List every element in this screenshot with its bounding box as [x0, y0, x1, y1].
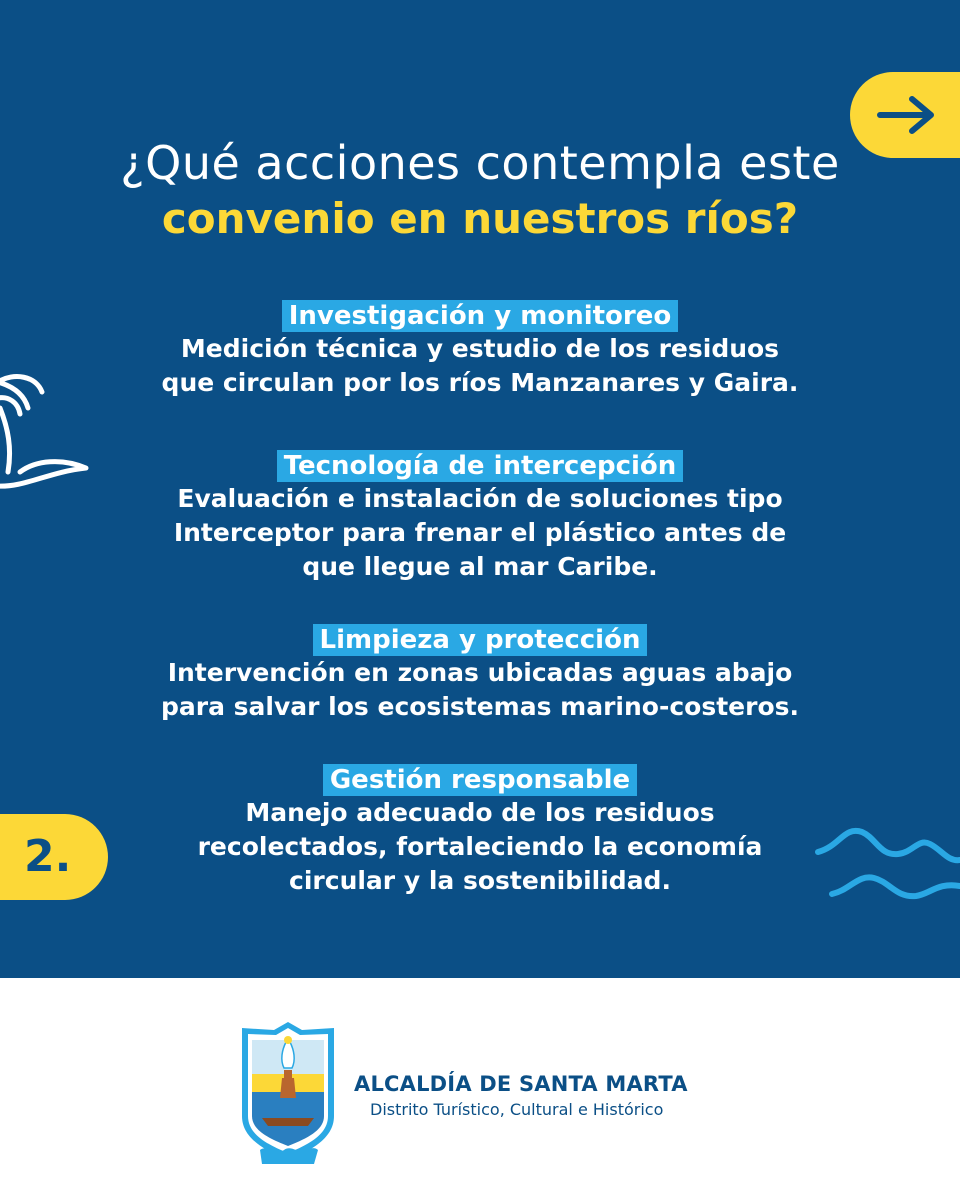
section-line: Evaluación e instalación de soluciones tipo [177, 484, 783, 513]
section-heading: Limpieza y protección [313, 624, 648, 656]
org-name: ALCALDÍA DE SANTA MARTA [354, 1072, 688, 1096]
coat-of-arms-icon [240, 1020, 336, 1168]
section-line: circular y la sostenibilidad. [289, 866, 671, 895]
title-line-2: convenio en nuestros ríos? [161, 194, 799, 243]
page-title [0, 136, 960, 248]
section-investigacion [80, 300, 880, 400]
section-heading: Tecnología de intercepción [277, 450, 684, 482]
section-line: recolectados, fortaleciendo la economía [197, 832, 763, 861]
title-line-1: ¿Qué acciones contempla este [120, 136, 840, 190]
section-line: que llegue al mar Caribe. [302, 552, 658, 581]
section-body [80, 482, 880, 584]
section-limpieza [80, 624, 880, 724]
section-tecnologia [80, 450, 880, 584]
section-line: para salvar los ecosistemas marino-costeros. [160, 692, 800, 721]
org-subtitle: Distrito Turístico, Cultural e Histórico [370, 1100, 664, 1119]
section-line: Interceptor para frenar el plástico antes de [173, 518, 787, 547]
section-line: Medición técnica y estudio de los residuos [180, 334, 780, 363]
arrow-right-icon [876, 94, 938, 136]
waves-icon [810, 820, 960, 910]
section-gestion [80, 764, 880, 898]
section-line: Manejo adecuado de los residuos [245, 798, 715, 827]
section-body [80, 332, 880, 400]
section-line: Intervención en zonas ubicadas aguas abajo [167, 658, 793, 687]
page-number-badge: 2. [0, 814, 108, 900]
section-body [80, 796, 880, 898]
section-body [80, 656, 880, 724]
section-line: que circulan por los ríos Manzanares y Gaira. [161, 368, 799, 397]
section-heading: Gestión responsable [323, 764, 637, 796]
section-heading: Investigación y monitoreo [282, 300, 678, 332]
